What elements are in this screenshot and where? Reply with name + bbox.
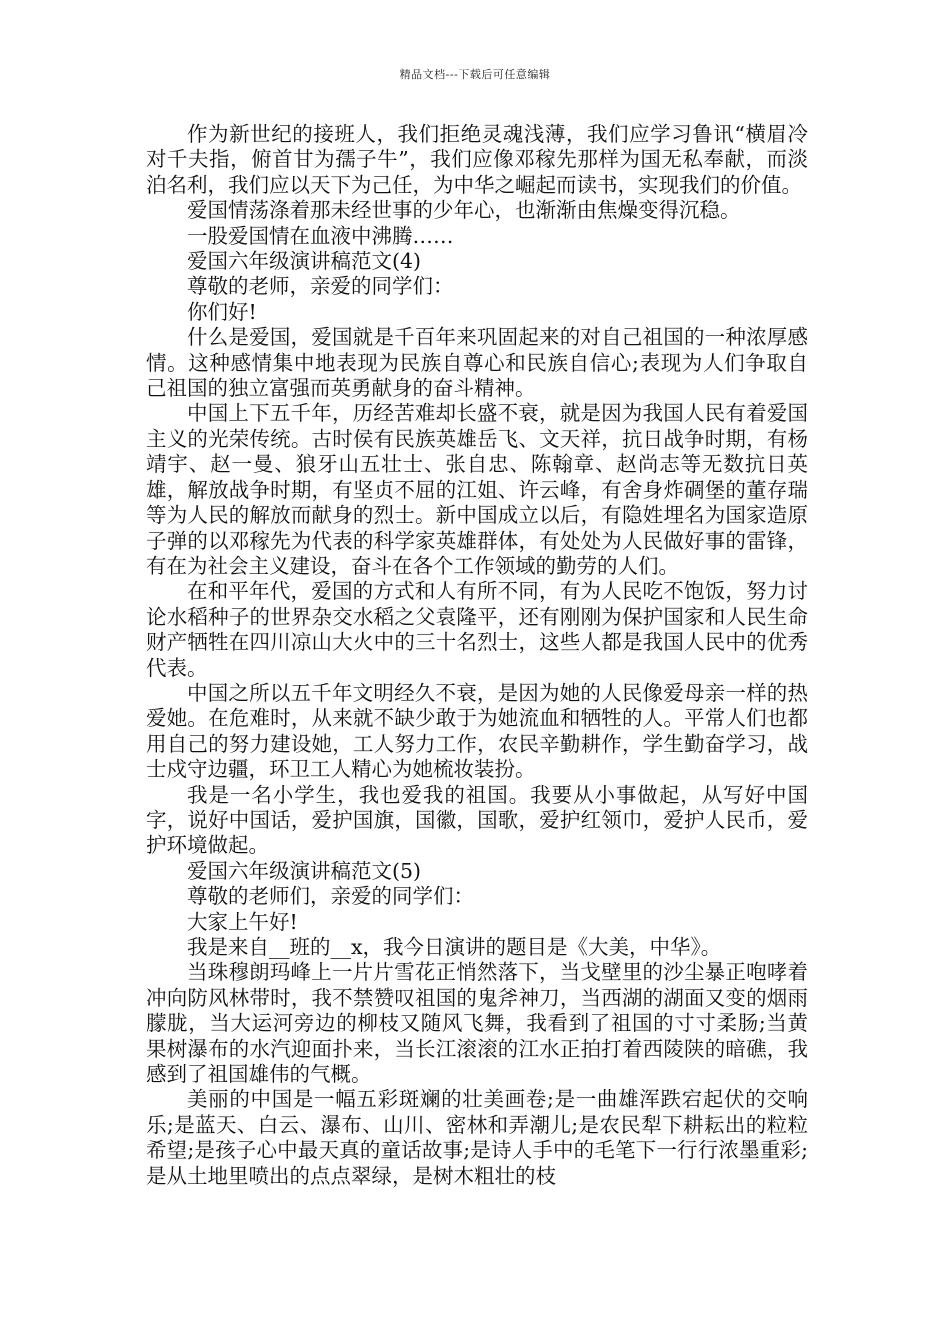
greeting: 大家上午好! — [187, 909, 298, 934]
document-body — [146, 122, 808, 1189]
paragraph: 我是一名小学生，我也爱我的祖国。我要从小事做起，从写好中国字，说好中国话，爱护国旗，国徽，国歌，爱护红领巾，爱护人民币，爱护环境做起。 — [146, 782, 808, 858]
paragraph: 爱国情荡涤着那未经世事的少年心，也渐渐由焦燥变得沉稳。 — [187, 198, 741, 223]
paragraph: 中国之所以五千年文明经久不衰，是因为她的人民像爱母亲一样的热爱她。在危难时，从来就不缺少敢于为她流血和牺牲的人。平常人们也都用自己的努力建设她，工人努力工作，农民辛勤耕作，学生勤奋学习，战士戍守边疆，环卫工人精心为她梳妆装扮。 — [146, 680, 808, 782]
paragraph: 中国上下五千年，历经苦难却长盛不衰，就是因为我国人民有着爱国主义的光荣传统。古时侯有民族英雄岳飞、文天祥，抗日战争时期，有杨靖宇、赵一曼、狼牙山五壮士、张自忠、陈翰章、赵尚志等无数抗日英雄，解放战争时期，有坚贞不屈的江姐、许云峰，有舍身炸碉堡的董存瑞等为人民的解放而献身的烈士。新中国成立以后，有隐姓埋名为国家造原子弹的以邓稼先为代表的科学家英雄群体，有处处为人民做好事的雷锋，有在为社会主义建设，奋斗在各个工作领域的勤劳的人们。 — [146, 401, 808, 578]
section-heading: 爱国六年级演讲稿范文(5) — [187, 858, 422, 883]
salutation: 尊敬的老师们，亲爱的同学们： — [187, 884, 474, 909]
salutation: 尊敬的老师，亲爱的同学们： — [187, 274, 454, 299]
paragraph: 美丽的中国是一幅五彩斑斓的壮美画卷;是一曲雄浑跌宕起伏的交响乐;是蓝天、白云、瀑布、山川、密林和弄潮儿;是农民犁下耕耘出的粒粒希望;是孩子心中最天真的童话故事;是诗人手中的毛笔下一行行浓墨重彩;是从土地里喷出的点点翠绿，是树木粗壮的枝 — [146, 1087, 808, 1188]
paragraph: 在和平年代，爱国的方式和人有所不同，有为人民吃不饱饭，努力讨论水稻种子的世界杂交水稻之父袁隆平，还有刚刚为保护国家和人民生命财产牺牲在四川凉山大火中的三十名烈士，这些人都是我国人民中的优秀代表。 — [146, 579, 808, 680]
greeting: 你们好! — [187, 299, 257, 324]
paragraph: 一股爱国情在血液中沸腾…… — [187, 223, 454, 248]
section-heading: 爱国六年级演讲稿范文(4) — [187, 249, 422, 274]
paragraph: 什么是爱国，爱国就是千百年来巩固起来的对自己祖国的一种浓厚感情。这种感情集中地表现为民族自尊心和民族自信心;表现为人们争取自己祖国的独立富强而英勇献身的奋斗精神。 — [146, 325, 808, 401]
page-header: 精品文档---下载后可任意编辑 — [399, 68, 551, 81]
paragraph: 当珠穆朗玛峰上一片片雪花正悄然落下，当戈壁里的沙尘暴正咆哮着冲向防风林带时，我不禁赞叹祖国的鬼斧神刀，当西湖的湖面又变的烟雨朦胧，当大运河旁边的柳枝又随风飞舞，我看到了祖国的寸寸柔肠;当黄果树瀑布的水汽迎面扑来，当长江滚滚的江水正拍打着西陵陕的暗礁，我感到了祖国雄伟的气概。 — [146, 960, 808, 1087]
paragraph: 作为新世纪的接班人，我们拒绝灵魂浅薄，我们应学习鲁讯“横眉冷对千夫指，俯首甘为孺子牛”，我们应像邓稼先那样为国无私奉献，而淡泊名利，我们应以天下为己任，为中华之崛起而读书，实现我们的价值。 — [146, 122, 808, 197]
paragraph: 我是来自__班的__x，我今日演讲的题目是《大美，中华》。 — [187, 935, 722, 959]
